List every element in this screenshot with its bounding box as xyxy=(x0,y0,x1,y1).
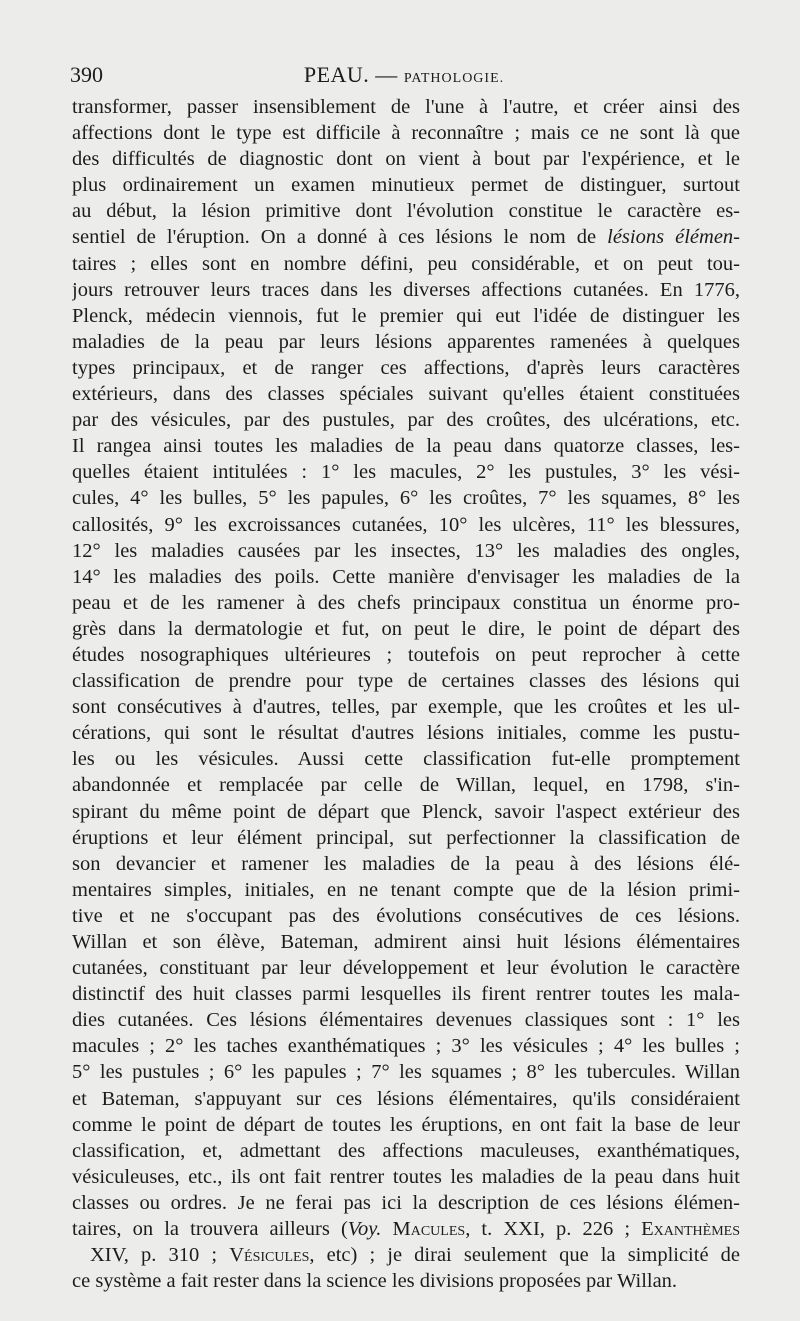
text-line: affections dont le type est difficile à reconnaître ; mais ce ne sont là que xyxy=(72,122,740,145)
running-title xyxy=(70,62,738,88)
italic-term: lésions élémen- xyxy=(607,226,740,249)
running-title-main: PEAU. — xyxy=(303,62,398,87)
text-line: Willan et son élève, Bateman, admirent ainsi huit lésions élémentaires xyxy=(72,931,740,953)
text-line: 5° les pustules ; 6° les papules ; 7° les squames ; 8° les tubercules. Willan xyxy=(72,1061,740,1084)
text-segment: taires, on la trouvera ailleurs ( xyxy=(72,1218,348,1241)
text-line: au début, la lésion primitive dont l'évolution constitue le caractère es- xyxy=(72,200,740,223)
text-segment: , t. XXI, p. 226 ; xyxy=(465,1218,631,1241)
text-line: transformer, passer insensiblement de l'une à l'autre, et créer ainsi des xyxy=(72,96,740,118)
text-line: grès dans la dermatologie et fut, on peut le dire, le point de départ des xyxy=(72,617,740,640)
text-line: Plenck, médecin viennois, fut le premier qui eut l'idée de distinguer les xyxy=(72,304,740,327)
text-line: son devancier et ramener les maladies de la peau à des lésions élé- xyxy=(72,852,740,875)
text-line: 14° les maladies des poils. Cette manière d'envisager les maladies de la xyxy=(72,565,740,588)
text-line: quelles étaient intitulées : 1° les macules, 2° les pustules, 3° les vési- xyxy=(72,461,740,484)
body-text xyxy=(72,94,740,1294)
text-line: peau et de les ramener à des chefs principaux constitua un énorme pro- xyxy=(72,591,740,614)
page-number: 390 xyxy=(70,62,103,87)
italic-voy: Voy. xyxy=(347,1218,382,1241)
text-line: distinctif des huit classes parmi lesquelles ils firent rentrer toutes les mala- xyxy=(72,983,740,1006)
text-line: jours retrouver leurs traces dans les diverses affections cutanées. En 1776, xyxy=(72,278,740,301)
text-line: tive et ne s'occupant pas des évolutions consécutives de ces lésions. xyxy=(72,904,740,927)
text-line xyxy=(72,224,740,250)
text-line: extérieurs, dans des classes spéciales suivant qu'elles étaient constituées xyxy=(72,383,740,406)
text-line: dies cutanées. Ces lésions élémentaires devenues classiques sont : 1° les xyxy=(72,1009,740,1032)
text-line: taires ; elles sont en nombre défini, peu considérable, et on peut tou- xyxy=(72,252,740,275)
page-header xyxy=(70,60,738,92)
text-line: vésiculeuses, etc., ils ont fait rentrer toutes les maladies de la peau dans huit xyxy=(72,1165,740,1188)
text-line xyxy=(72,1216,740,1242)
text-line: cérations, qui sont le résultat d'autres lésions initiales, comme les pustu- xyxy=(72,722,740,745)
small-caps-exanthemes: Exanthèmes xyxy=(641,1218,740,1241)
text-segment: sentiel de l'éruption. On a donné à ces lésions le nom de xyxy=(72,226,597,249)
text-line: plus ordinairement un examen minutieux permet de distinguer, surtout xyxy=(72,174,740,197)
text-line xyxy=(72,1242,740,1268)
small-caps-macules: Macules xyxy=(392,1218,466,1241)
text-line: cules, 4° les bulles, 5° les papules, 6° les croûtes, 7° les squames, 8° les xyxy=(72,487,740,510)
text-line: Il rangea ainsi toutes les maladies de la peau dans quatorze classes, les- xyxy=(72,435,740,458)
text-line: classification de prendre pour type de certaines classes des lésions qui xyxy=(72,670,740,693)
text-line: ce système a fait rester dans la science les divisions proposées par Willan. xyxy=(72,1270,678,1293)
text-line: abandonnée et remplacée par celle de Willan, lequel, en 1798, s'in- xyxy=(72,774,740,797)
text-line: comme le point de départ de toutes les éruptions, en ont fait la base de leur xyxy=(72,1113,740,1136)
running-title-subtitle: PATHOLOGIE. xyxy=(403,71,505,86)
text-line: éruptions et leur élément principal, sut perfectionner la classification de xyxy=(72,826,740,849)
text-line: les ou les vésicules. Aussi cette classification fut-elle promptement xyxy=(72,748,740,771)
text-segment: , etc) ; je dirai seulement que la simplicité de xyxy=(309,1244,740,1267)
text-line: études nosographiques ultérieures ; toutefois on peut reprocher à cette xyxy=(72,643,740,666)
text-segment: XIV, p. 310 ; xyxy=(90,1244,218,1267)
text-line: macules ; 2° les taches exanthématiques ; 3° les vésicules ; 4° les bulles ; xyxy=(72,1035,740,1058)
small-caps-vesicules: Vésicules xyxy=(229,1244,310,1267)
text-line: des difficultés de diagnostic dont on vient à bout par l'expérience, et le xyxy=(72,148,740,171)
text-line: 12° les maladies causées par les insectes, 13° les maladies des ongles, xyxy=(72,539,740,562)
text-line: maladies de la peau par leurs lésions apparentes ramenées à quelques xyxy=(72,330,740,353)
text-line: et Bateman, s'appuyant sur ces lésions élémentaires, qu'ils considéraient xyxy=(72,1087,740,1110)
text-line: callosités, 9° les excroissances cutanées, 10° les ulcères, 11° les blessures, xyxy=(72,513,740,536)
text-line: spirant du même point de départ que Plenck, savoir l'aspect extérieur des xyxy=(72,800,740,823)
text-line: sont consécutives à d'autres, telles, par exemple, que les croûtes et les ul- xyxy=(72,696,740,719)
text-line: classification, et, admettant des affections maculeuses, exanthématiques, xyxy=(72,1139,740,1162)
text-line: classes ou ordres. Je ne ferai pas ici la description de ces lésions élémen- xyxy=(72,1191,740,1214)
text-line: par des vésicules, par des pustules, par des croûtes, des ulcérations, etc. xyxy=(72,409,740,432)
text-line: mentaires simples, initiales, en ne tenant compte que de la lésion primi- xyxy=(72,878,740,901)
text-line: cutanées, constituant par leur développement et leur évolution le caractère xyxy=(72,957,740,980)
text-line: types principaux, et de ranger ces affections, d'après leurs caractères xyxy=(72,356,740,379)
